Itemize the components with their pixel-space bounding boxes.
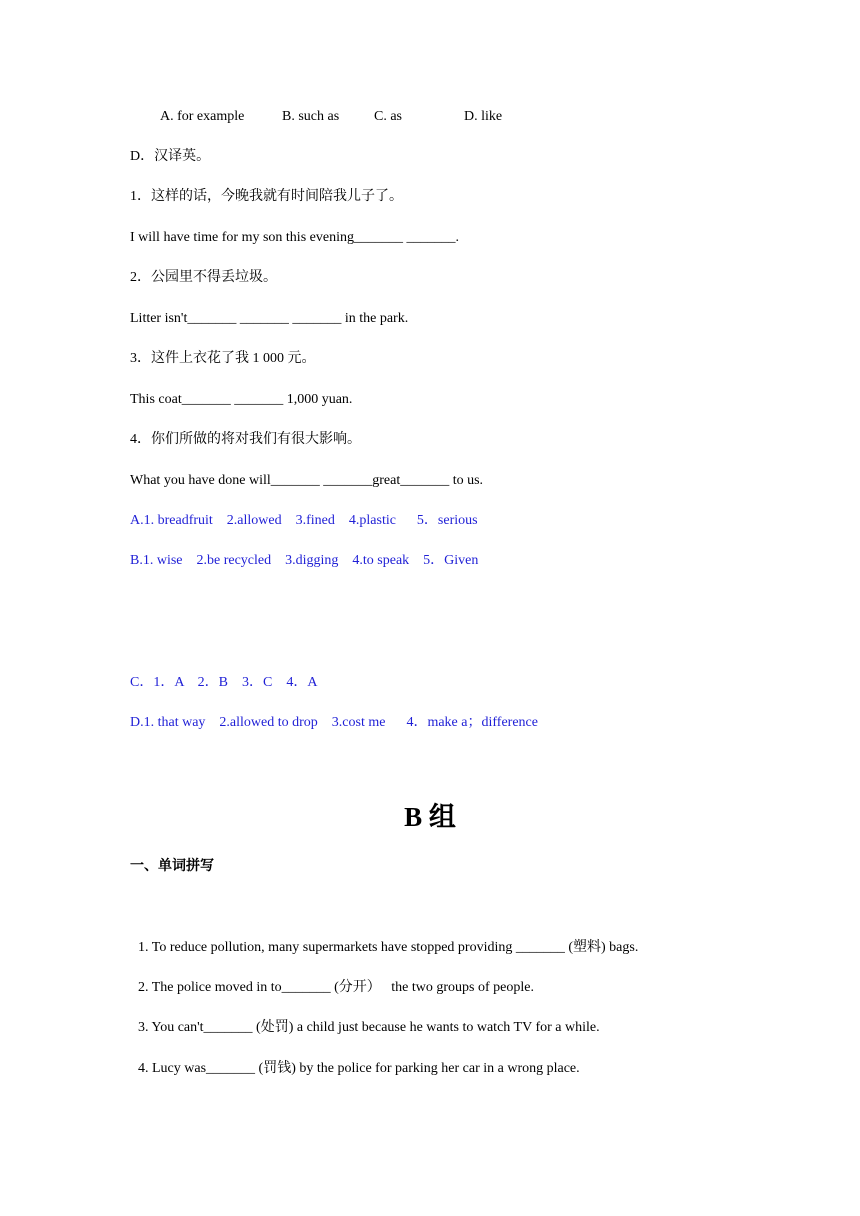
spelling-item-1: 1. To reduce pollution, many supermarkets have stopped providing _______ (塑料) bags. — [138, 940, 639, 955]
question-4-english: What you have done will_______ _______great_______ to us. — [130, 473, 484, 488]
answer-key-c: C．1．A 2．B 3．C 4．A — [130, 675, 318, 690]
question-2-english: Litter isn't_______ _______ _______ in the park. — [130, 311, 409, 326]
question-2-chinese: 2．公园里不得丢垃圾。 — [130, 270, 277, 285]
spelling-item-3: 3. You can't_______ (处罚) a child just because he wants to watch TV for a while. — [138, 1020, 600, 1035]
spelling-item-2: 2. The police moved in to_______ (分开） the two groups of people. — [138, 980, 534, 995]
group-b-heading: B 组 — [404, 802, 456, 832]
question-3-english: This coat_______ _______ 1,000 yuan. — [130, 392, 353, 407]
section-d-title: D．汉译英。 — [130, 149, 211, 164]
question-1-english: I will have time for my son this evening_______ _______. — [130, 230, 459, 245]
option-d: D. like — [464, 109, 503, 124]
question-4-chinese: 4．你们所做的将对我们有很大影响。 — [130, 432, 361, 447]
option-b: B. such as — [282, 109, 340, 124]
question-1-chinese: 1．这样的话，今晚我就有时间陪我儿子了。 — [130, 189, 403, 204]
option-a: A. for example — [160, 109, 245, 124]
spelling-item-4: 4. Lucy was_______ (罚钱) by the police for parking her car in a wrong place. — [138, 1061, 580, 1076]
option-c: C. as — [374, 109, 402, 124]
options-row — [160, 108, 540, 126]
answer-key-a: A.1. breadfruit 2.allowed 3.fined 4.plastic 5．serious — [130, 513, 478, 528]
section-title-spelling: 一、单词拼写 — [130, 859, 214, 874]
answer-key-d: D.1. that way 2.allowed to drop 3.cost me 4．make a；difference — [130, 715, 538, 730]
answer-key-b: B.1. wise 2.be recycled 3.digging 4.to speak 5．Given — [130, 553, 479, 568]
question-3-chinese: 3．这件上衣花了我 1 000 元。 — [130, 351, 316, 366]
